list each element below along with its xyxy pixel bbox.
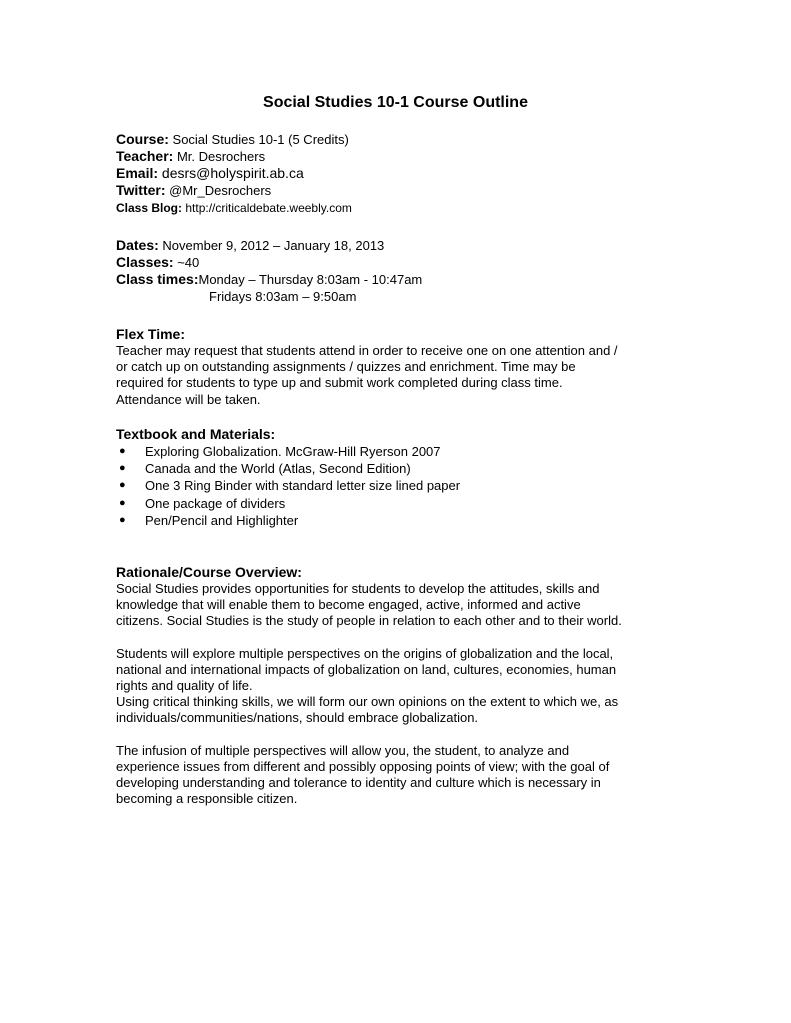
flex-time-section [116,325,696,408]
dates-value: November 9, 2012 – January 18, 2013 [158,238,385,253]
blog-row [116,199,696,216]
flex-line: or catch up on outstanding assignments / quizzes and enrichment. Time may be [116,359,576,375]
teacher-label: Teacher: [116,148,174,164]
list-item: ● One package of dividers [119,495,286,511]
email-value: desrs@holyspirit.ab.ca [158,165,304,181]
email-row [116,165,696,182]
list-item: ● One 3 Ring Binder with standard letter size lined paper [119,478,461,494]
flex-time-heading: Flex Time: [116,326,185,342]
rationale-heading: Rationale/Course Overview: [116,564,302,580]
teacher-row [116,148,696,165]
rationale-paragraph-3: The infusion of multiple perspectives will allow you, the student, to analyze and experience issues from different and possibly opposing points of view; with the goal of developing understanding and tolerance to identity and culture which is necessary in becoming a responsible citizen. [116,742,610,807]
course-value: Social Studies 10-1 (5 Credits) [168,132,349,147]
twitter-label: Twitter: [116,182,166,198]
bullet-icon: ● [119,462,126,475]
flex-line: Attendance will be taken. [116,391,261,407]
rationale-section [116,563,696,807]
rationale-paragraph-1: Social Studies provides opportunities for students to develop the attitudes, skills and knowledge that will enable them to become engaged, active, informed and active citizens. Social Studies is the study of people in relation to each other and to their world. [116,581,622,629]
materials-section [116,425,696,529]
class-times-fridays: Fridays 8:03am – 9:50am [209,289,357,304]
class-times-label: Class times: [116,271,199,287]
classes-value: ~40 [173,255,200,270]
bullet-icon: ● [119,513,126,526]
blog-value: http://criticaldebate.weebly.com [182,201,352,215]
email-label: Email: [116,165,159,181]
course-info [116,131,696,216]
materials-heading: Textbook and Materials: [116,426,276,442]
list-item: ● Canada and the World (Atlas, Second Edition) [119,461,411,477]
course-row [116,131,696,148]
flex-line: required for students to type up and submit work completed during class time. [116,375,563,391]
course-label: Course: [116,131,169,147]
flex-time-text [116,343,696,408]
list-item: ● Exploring Globalization. McGraw-Hill Ryerson 2007 [119,444,441,459]
classes-row [116,254,696,271]
blog-label: Class Blog: [116,201,183,215]
twitter-row [116,182,696,199]
bullet-icon: ● [119,496,126,509]
twitter-value: @Mr_Desrochers [165,183,272,198]
schedule-info [116,237,696,304]
page-title: Social Studies 10-1 Course Outline [263,94,528,111]
materials-list [116,443,696,529]
flex-line: Teacher may request that students attend in order to receive one on one attention and / [116,343,618,358]
class-times-row [116,271,696,304]
classes-label: Classes: [116,254,174,270]
rationale-paragraph-2: Students will explore multiple perspectives on the origins of globalization and the local, national and international impacts of globalization on land, cultures, economies, human rights and quality of life. Using critical thinking skills, we will form our own opinions on the extent to which we, as individuals/communities/nations, should embrace globalization. [116,645,619,726]
dates-label: Dates: [116,237,159,253]
bullet-icon: ● [119,445,126,457]
bullet-icon: ● [119,479,126,492]
class-times-weekdays: Monday – Thursday 8:03am - 10:47am [198,272,423,287]
dates-row [116,237,696,254]
teacher-value: Mr. Desrochers [173,149,266,164]
list-item: ● Pen/Pencil and Highlighter [119,512,299,528]
